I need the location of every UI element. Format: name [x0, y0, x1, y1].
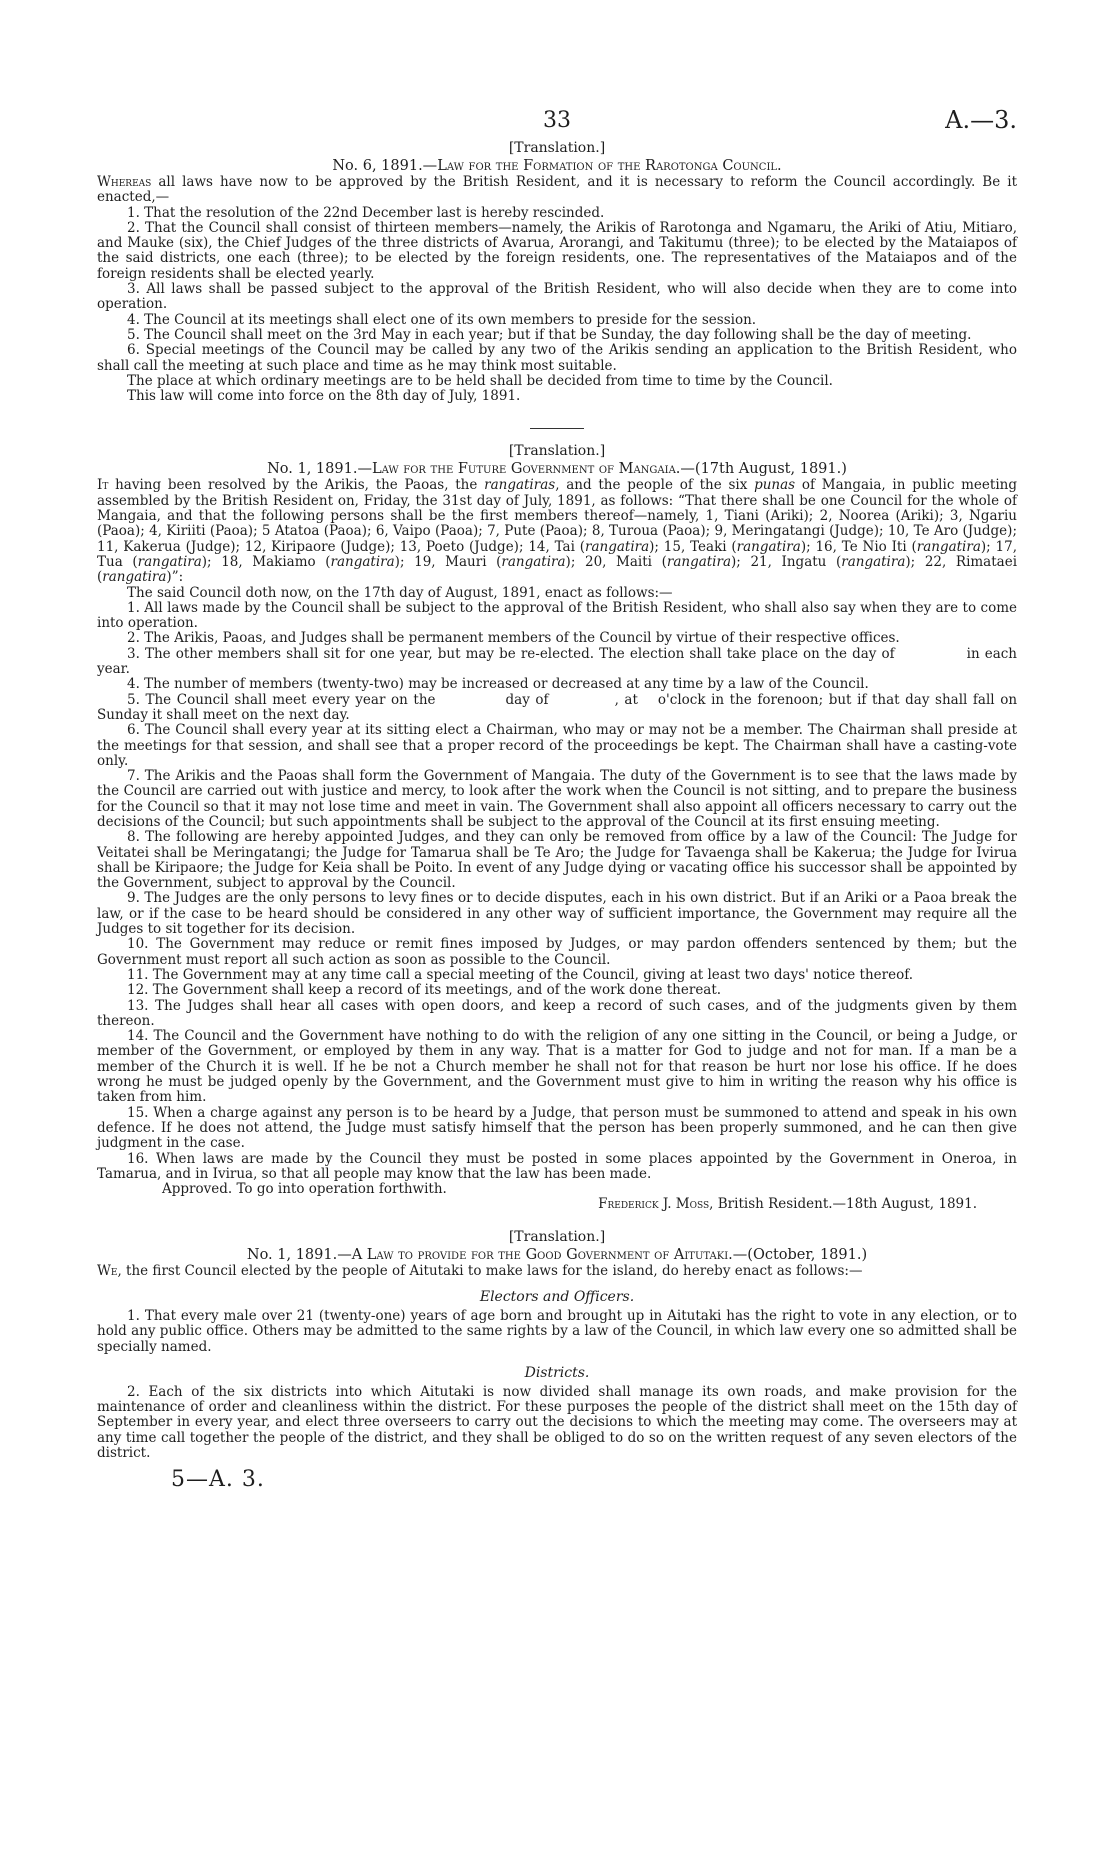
law-paragraph: 10. The Government may reduce or remit fines imposed by Judges, or may pardon offenders sentenced by them; but the Government must report all such action as soon as possible to the Council. [97, 936, 1017, 968]
signature-mark: 5—A. 3. [171, 1467, 265, 1493]
law-paragraph: 4. The Council at its meetings shall elect one of its own members to preside for the session. [127, 311, 757, 328]
section-mangaia-government [97, 443, 1017, 1212]
law-paragraph: 9. The Judges are the only persons to levy fines or to decide disputes, each in his own district. But if an Ariki or a Paoa break the law, or if the case to be heard should be considered in any other way of sufficient importance, the Government may require all the Judges to sit together for its decision. [97, 890, 1017, 938]
enacting-clause: The said Council doth now, on the 17th day of August, 1891, enact as follows:— [127, 584, 673, 601]
law-paragraph: This law will come into force on the 8th day of July, 1891. [127, 388, 521, 405]
subheading: Electors and Officers. [479, 1289, 635, 1305]
approval-note: Approved. To go into operation forthwith. [162, 1181, 447, 1198]
law-paragraph: 2. That the Council shall consist of thirteen members—namely, the Arikis of Rarotonga and Ngamaru, the Ariki of Atiu, Mitiaro, and Mauke (six), the Chief Judges of the three districts of Avarua, Arorangi, and Takitumu (three); to be elected by the Mataiapos of the said districts, one each (three); to be elected by the foreign residents, one. The representatives of the Mataiapos and of the foreign residents shall be elected yearly. [97, 219, 1017, 282]
law-paragraph: The place at which ordinary meetings are to be held shall be decided from time to time by the Council. [127, 372, 833, 389]
law-paragraph: 1. All laws made by the Council shall be subject to the approval of the British Resident, who shall also say when they are to come into operation. [97, 599, 1017, 632]
law-paragraph: 8. The following are hereby appointed Judges, and they can only be removed from office by a law of the Council: The Judge for Veitatei shall be Meringatangi; the Judge for Tamarua shall be Te Aro; the Judge for Tavaenga shall be Kakerua; the Judge for Ivirua shall be Kiripaore; the Judge for Keia shall be Poito. In event of any Judge dying or vacating office his successor shall be appointed by the Government, subject to approval by the Council. [97, 829, 1017, 892]
law-paragraph: 2. The Arikis, Paoas, and Judges shall be permanent members of the Council by virtue of their respective offices. [127, 630, 900, 647]
law-paragraph: 4. The number of members (twenty-two) may be increased or decreased at any time by a law of the Council. [127, 676, 869, 693]
page-header [97, 0, 1017, 140]
translation-label: [Translation.] [508, 140, 606, 156]
law-paragraph: 1. That the resolution of the 22nd December last is hereby rescinded. [127, 204, 605, 221]
law-paragraph: 11. The Government may at any time call a special meeting of the Council, giving at least two days' notice thereof. [127, 966, 914, 983]
preamble: We, the first Council elected by the people of Aitutaki to make laws for the island, do hereby enact as follows:— [97, 1262, 863, 1279]
law-paragraph: 14. The Council and the Government have nothing to do with the religion of any one sitting in the Council, or being a Judge, or member of the Government, or employed by them in any way. That is a matter for God to judge and not for man. If a man be a member of the Church it is well. If he be not a Church member he shall not for that reason be hurt nor lose his office. If he does wrong he must be judged openly by the Government, and the Government must give to him in writing the reason why his office is taken from him. [97, 1028, 1017, 1106]
signature-line: Frederick J. Moss, British Resident.—18th August, 1891. [598, 1196, 977, 1213]
section-title: No. 1, 1891.—A Law to provide for the Good Government of Aitutaki.—(October, 1891.) [246, 1246, 868, 1263]
preamble: Whereas all laws have now to be approved by the British Resident, and it is necessary to reform the Council accordingly. Be it enacted,— [97, 174, 1017, 206]
law-paragraph: 6. Special meetings of the Council may be called by any two of the Arikis sending an application to the British Resident, who shall call the meeting at such place and time as he may think most suitable. [97, 342, 1017, 374]
section-title: No. 6, 1891.—Law for the Formation of the Rarotonga Council. [332, 158, 782, 174]
section-spacer [97, 1213, 1017, 1229]
law-paragraph: 5. The Council shall meet on the 3rd May in each year; but if that be Sunday, the day following shall be the day of meeting. [127, 326, 972, 343]
law-paragraph: 12. The Government shall keep a record of its meetings, and of the work done thereat. [127, 982, 722, 999]
translation-label: [Translation.] [508, 1228, 606, 1245]
subheading: Districts. [524, 1364, 590, 1381]
law-paragraph: 7. The Arikis and the Paoas shall form the Government of Mangaia. The duty of the Government is to see that the laws made by the Council are carried out with justice and mercy, to look after the work when the Council is not sitting, and to prepare the business for the Council so that it may not lose time and meet in vain. The Government shall also appoint all officers necessary to carry out the decisions of the Council; but such appointments shall be subject to the approval of the Council at its first ensuing meeting. [97, 768, 1017, 830]
law-paragraph: 2. Each of the six districts into which Aitutaki is now divided shall manage its own roads, and make provision for the maintenance of order and cleanliness within the district. For these purposes the people of the district shall meet on the 15th day of September in every year, and elect three overseers to carry out the decisions to which the meeting may come. The overseers may at any time call together the people of the district, and they shall be obliged to do so on the written request of any seven electors of the district. [97, 1383, 1017, 1462]
document-reference: A.—3. [945, 106, 1017, 134]
section-aitutaki-government [97, 1229, 1017, 1462]
section-title: No. 1, 1891.—Law for the Future Government of Mangaia.—(17th August, 1891.) [267, 461, 847, 478]
document-page [97, 0, 1017, 1492]
law-paragraph: 16. When laws are made by the Council they must be posted in some places appointed by the Government in Oneroa, in Tamarua, and in Ivirua, so that all people may know that the law has been made. [97, 1150, 1017, 1182]
law-paragraph: 3. The other members shall sit for one year, but may be re-elected. The election shall take place on the day of in each year. [97, 645, 1017, 678]
law-paragraph: 6. The Council shall every year at its sitting elect a Chairman, who may or may not be a member. The Chairman shall preside at the meetings for that session, and shall see that a proper record of the proceedings be kept. The Chairman shall have a casting-vote only. [97, 722, 1017, 769]
law-paragraph: 13. The Judges shall hear all cases with open doors, and keep a record of such cases, and of the judgments given by them thereon. [97, 997, 1017, 1029]
section-divider [530, 428, 584, 429]
law-paragraph: 15. When a charge against any person is to be heard by a Judge, that person must be summoned to attend and speak in his own defence. If he does not attend, the Judge must satisfy himself that the person has been properly summoned, and he can then give judgment in the case. [97, 1104, 1017, 1152]
law-paragraph: 3. All laws shall be passed subject to the approval of the British Resident, who will also decide when they are to come into operation. [97, 281, 1017, 313]
page-number: 33 [543, 108, 571, 133]
translation-label: [Translation.] [508, 443, 606, 460]
law-paragraph: 5. The Council shall meet every year on the day of , at o'clock in the forenoon; but if that day shall fall on Sunday it shall meet on the next day. [97, 691, 1018, 723]
preamble: It having been resolved by the Arikis, the Paoas, the rangatiras, and the people of the six punas of Mangaia, in public meeting assembled by the British Resident on, Friday, the 31st day of July, 1891, as follows: “That there shall be one Council for the whole of Mangaia, and that the following persons shall be the first members thereof—namely, 1, Tiani (Ariki); 2, Noorea (Ariki); 3, Ngariu (Paoa); 4, Kiriiti (Paoa); 5 Atatoa (Paoa); 6, Vaipo (Paoa); 7, Pute (Paoa); 8, Turoua (Paoa); 9, Meringatangi (Judge); 10, Te Aro (Judge); 11, Kakerua (Judge); 12, Kiripaore (Judge); 13, Poeto (Judge); 14, Tai (rangatira); 15, Teaki (rangatira); 16, Te Nio Iti (rangatira); 17, Tua (rangatira); 18, Makiamo (rangatira); 19, Mauri (rangatira); 20, Maiti (rangatira); 21, Ingatu (rangatira); 22, Rimataei (rangatira)”: [97, 477, 1018, 586]
section-rarotonga-council [97, 140, 1017, 404]
law-paragraph: 1. That every male over 21 (twenty-one) years of age born and brought up in Aitutaki has the right to vote in any election, or to hold any public office. Others may be admitted to the same rights by a law of the Council, in which law every one so admitted shall be specially named. [97, 1308, 1017, 1355]
